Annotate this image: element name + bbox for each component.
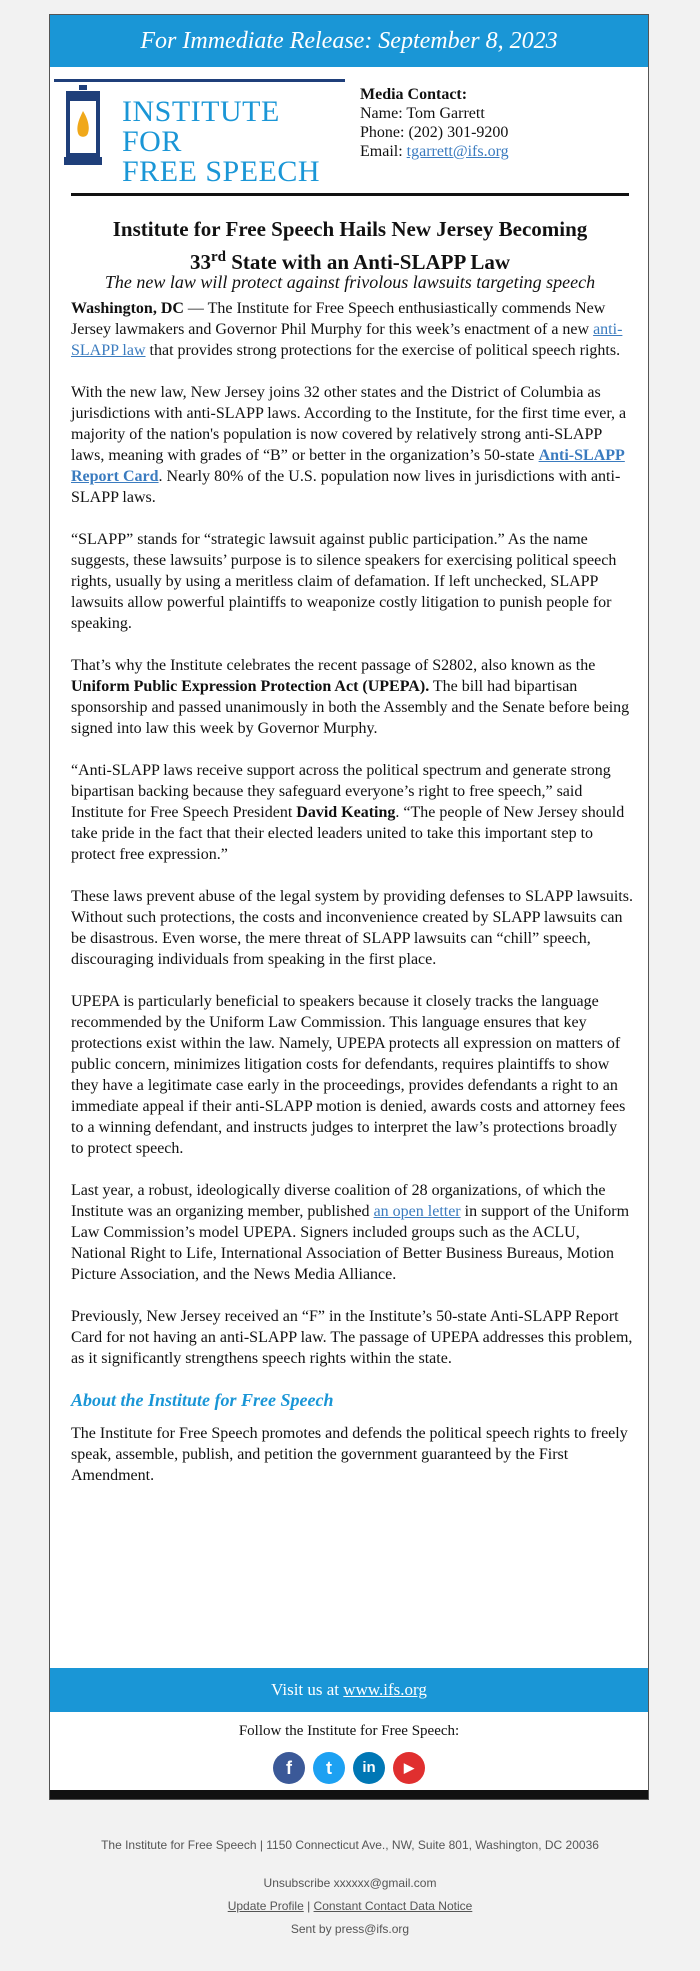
upepa-name: Uniform Public Expression Protection Act (UPEPA). bbox=[71, 678, 430, 695]
twitter-icon[interactable]: t bbox=[313, 1752, 345, 1784]
release-banner: For Immediate Release: September 8, 2023 bbox=[50, 15, 648, 67]
footer-address: The Institute for Free Speech | 1150 Connecticut Ave., NW, Suite 801, Washington, DC 20036 bbox=[101, 1838, 599, 1852]
paragraph-text: The bill had bipartisan sponsorship and passed unanimously in both the Assembly and the Senate before being signed into law this week by Governor Murphy. bbox=[71, 678, 630, 737]
about-heading: About the Institute for Free Speech bbox=[71, 1390, 334, 1410]
headline-part-2: State with an Anti-SLAPP Law bbox=[225, 250, 511, 274]
paragraph-text: Last year, a robust, ideologically diverse coalition of 28 organizations, of which the Institute was an organizing member, published bbox=[71, 1182, 606, 1220]
paragraph-6: These laws prevent abuse of the legal system by providing defenses to SLAPP lawsuits. Without such protections, the costs and inconvenience created by SLAPP lawsuits can be disastrous. Even worse, the mere threat of SLAPP lawsuits can “chill” speech, discouraging individuals from speaking in the first place. bbox=[71, 888, 633, 968]
data-notice-link[interactable]: Constant Contact Data Notice bbox=[313, 1899, 473, 1913]
paragraph-text: “Anti-SLAPP laws receive support across the political spectrum and generate strong bipartisan backing because they safeguard everyone’s right to free speech,” said Institute for Free Speech President bbox=[71, 762, 611, 821]
contact-phone: Phone: (202) 301-9200 bbox=[360, 124, 509, 141]
paragraph-text: that provides strong protections for the exercise of political speech rights. bbox=[145, 342, 621, 359]
logo-rule bbox=[54, 79, 345, 82]
footer-links bbox=[0, 1899, 700, 1913]
paragraph-text: in support of the Uniform Law Commission’s model UPEPA. Signers included groups such as the ACLU, National Right to Life, International Association of Better Business Bureaus, Motion Picture Association, and the News Media Alliance. bbox=[71, 1203, 630, 1283]
header-divider bbox=[71, 193, 629, 196]
contact-heading: Media Contact: bbox=[360, 86, 468, 103]
paragraph-text: — The Institute for Free Speech enthusiastically commends New Jersey lawmakers and Governor Phil Murphy for this week’s enactment of a new bbox=[71, 300, 606, 338]
paragraph-text: With the new law, New Jersey joins 32 other states and the District of Columbia as jurisdictions with anti-SLAPP laws. According to the Institute, for the first time ever, a majority of the nation's population is now covered by relatively strong anti-SLAPP laws, meaning with grades of “B” or better in the organization’s 50-state bbox=[71, 384, 627, 464]
logo-line-2: FREE SPEECH bbox=[122, 155, 321, 188]
follow-text: Follow the Institute for Free Speech: bbox=[238, 1723, 460, 1739]
president-name: David Keating bbox=[296, 804, 396, 821]
headline-part-1: Institute for Free Speech Hails New Jersey Becoming bbox=[112, 217, 588, 241]
logo-line-1: INSTITUTE FOR bbox=[122, 95, 280, 158]
paragraph-text: That’s why the Institute celebrates the recent passage of S2802, also known as the bbox=[71, 657, 596, 674]
sent-by: Sent by press@ifs.org bbox=[290, 1922, 410, 1936]
about-text: The Institute for Free Speech promotes and defends the political speech rights to freely speak, assemble, publish, and petition the government guaranteed by the First Amendment. bbox=[71, 1425, 628, 1484]
paragraph-9: Previously, New Jersey received an “F” in the Institute’s 50-state Anti-SLAPP Report Card for not having an anti-SLAPP law. The passage of UPEPA addresses this problem, as it significantly strengthens speech rights within the state. bbox=[71, 1308, 633, 1367]
logo-text bbox=[122, 97, 345, 187]
paragraph-4 bbox=[71, 655, 633, 739]
paragraph-1 bbox=[71, 298, 633, 361]
paragraph-text: . “The people of New Jersey should take pride in the fact that their elected leaders united to take this important step to protect free expression.” bbox=[71, 804, 625, 863]
subheadline: The new law will protect against frivolous lawsuits targeting speech bbox=[104, 272, 596, 292]
visit-label: Visit us at bbox=[271, 1680, 344, 1699]
open-letter-link[interactable]: an open letter bbox=[373, 1203, 461, 1220]
media-contact bbox=[360, 85, 509, 161]
paragraph-8 bbox=[71, 1180, 633, 1285]
footer-separator: | bbox=[303, 1899, 314, 1913]
headline-ordinal: rd bbox=[210, 249, 226, 265]
card-bottom-bar bbox=[50, 1790, 648, 1799]
contact-email-row bbox=[360, 142, 509, 161]
paragraph-3: “SLAPP” stands for “strategic lawsuit against public participation.” As the name suggests, these lawsuits’ purpose is to silence speakers for exercising political speech rights, usually by using a meritless claim of defamation. If left unchecked, SLAPP lawsuits allow powerful plaintiffs to weaponize costly litigation to punish people for speaking. bbox=[71, 531, 617, 632]
contact-name: Name: Tom Garrett bbox=[360, 105, 485, 122]
contact-email-label: Email: bbox=[360, 143, 407, 160]
paragraph-7: UPEPA is particularly beneficial to speakers because it closely tracks the language recommended by the Uniform Law Commission. This language ensures that key protections exist within the law. Namely, UPEPA protects all expression on matters of public concern, minimizes litigation costs for defendants, requires plaintiffs to show they have a legitimate case early in the proceedings, provides defendants a right to an immediate appeal if their anti-SLAPP motion is denied, awards costs and attorney fees to a winning defendant, and instructs judges to interpret the law’s protections broadly to protect speech. bbox=[71, 993, 626, 1157]
facebook-icon[interactable]: f bbox=[273, 1752, 305, 1784]
ifs-logo[interactable] bbox=[52, 79, 345, 188]
report-card-link[interactable]: Anti-SLAPP Report Card bbox=[71, 447, 625, 485]
headline bbox=[71, 215, 629, 276]
unsubscribe-link[interactable]: Unsubscribe xxxxxx@gmail.com bbox=[263, 1876, 437, 1890]
linkedin-icon[interactable]: in bbox=[353, 1752, 385, 1784]
headline-number: 33 bbox=[189, 250, 211, 274]
update-profile-link[interactable]: Update Profile bbox=[227, 1899, 304, 1913]
contact-email-link[interactable]: tgarrett@ifs.org bbox=[406, 143, 509, 160]
email-card bbox=[49, 14, 649, 1800]
social-icons bbox=[50, 1752, 648, 1784]
visit-banner bbox=[50, 1668, 648, 1712]
paragraph-text: . Nearly 80% of the U.S. population now lives in jurisdictions with anti-SLAPP laws. bbox=[71, 468, 621, 506]
lantern-icon bbox=[62, 85, 104, 167]
youtube-icon[interactable]: ▶ bbox=[393, 1752, 425, 1784]
article-body bbox=[71, 298, 633, 1507]
paragraph-2 bbox=[71, 382, 633, 508]
dateline: Washington, DC bbox=[71, 300, 184, 317]
paragraph-5 bbox=[71, 760, 633, 865]
website-link[interactable]: www.ifs.org bbox=[343, 1680, 427, 1699]
anti-slapp-law-link[interactable]: anti-SLAPP law bbox=[71, 321, 623, 359]
